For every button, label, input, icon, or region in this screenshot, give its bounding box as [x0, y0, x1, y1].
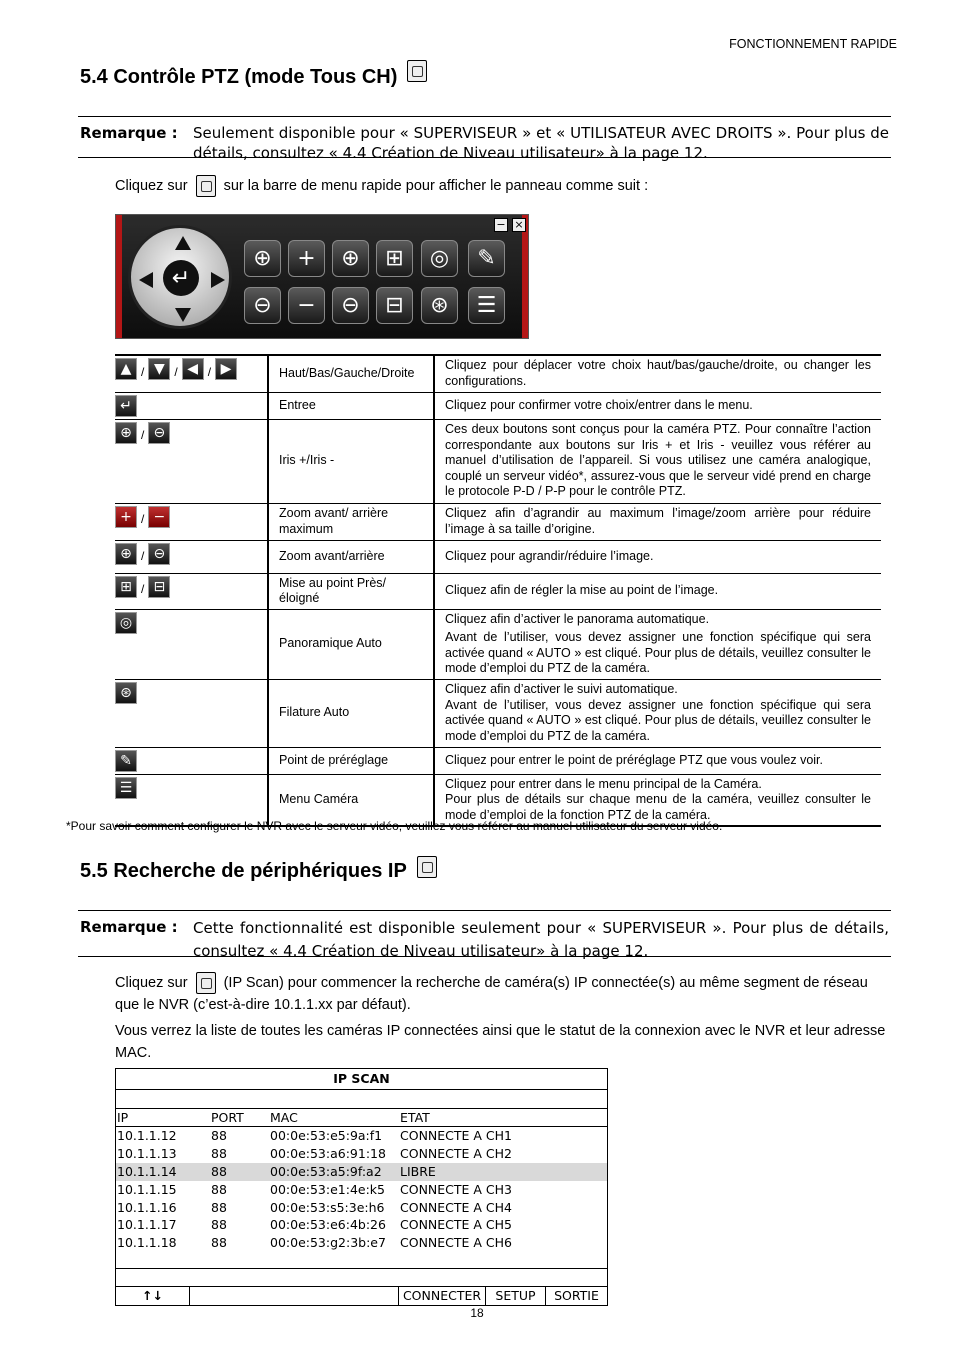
- note-label: Remarque :: [80, 918, 178, 936]
- description-text: Cliquez pour confirmer votre choix/entrer dans le menu.: [445, 397, 753, 412]
- focus-far-button[interactable]: ⊟: [376, 287, 413, 324]
- panel-accent: [116, 215, 122, 338]
- function-icons: [115, 747, 268, 774]
- function-row: [115, 392, 881, 419]
- note-text: Cette fonctionnalité est disponible seulement pour « SUPERVISEUR ». Pour plus de détails, consultez « 4.4 Création de Niveau utilisateur» à la page 12.: [193, 919, 889, 960]
- note-text: Seulement disponible pour « SUPERVISEUR » et « UTILISATEUR AVEC DROITS ». Pour plus de détails, consultez « 4.4 Création de Niveau utilisateur» à la page 12.: [193, 124, 889, 162]
- para-55-2: Vous verrez la liste de toutes les caméras IP connectées ainsi que le statut de la connexion avec le NVR et leur adresse MAC.: [115, 1023, 886, 1061]
- auto-pan-button[interactable]: ◎: [421, 240, 458, 277]
- function-row: [115, 747, 881, 774]
- ip-scan-cell: 10.1.1.14: [117, 1163, 177, 1179]
- ip-scan-cell: CONNECTE A CH2: [400, 1145, 513, 1161]
- refresh-button[interactable]: ↑↓: [116, 1287, 190, 1305]
- ip-scan-row[interactable]: [116, 1216, 607, 1234]
- function-icons: + / −: [115, 503, 268, 540]
- intro-after: sur la barre de menu rapide pour afficher le panneau comme suit :: [223, 178, 649, 194]
- ip-scan-cell: 00:0e:53:g2:3b:e7: [270, 1235, 386, 1251]
- function-description: [434, 747, 881, 774]
- connect-button[interactable]: CONNECTER: [399, 1287, 486, 1305]
- function-description: [434, 503, 881, 540]
- iris-minus-button[interactable]: ⊖: [244, 287, 281, 324]
- function-name: Mise au point Près/éloigné: [268, 573, 434, 609]
- note-55: [78, 910, 891, 960]
- function-row: [115, 355, 881, 392]
- ip-scan-cell: 88: [211, 1181, 227, 1197]
- ip-scan-footer: [116, 1286, 607, 1305]
- enter-icon: ↵: [115, 395, 137, 417]
- function-row: [115, 540, 881, 573]
- ip-scan-cell: 10.1.1.17: [117, 1217, 177, 1233]
- focus-far-icon: ⊟: [148, 576, 170, 598]
- zoom-in-icon: ⊕: [115, 543, 137, 565]
- function-row: [115, 419, 881, 503]
- function-description: [434, 540, 881, 573]
- close-icon[interactable]: ×: [512, 218, 526, 232]
- function-description: [434, 609, 881, 679]
- ip-scan-window: [115, 1068, 608, 1306]
- ip-scan-cell: 00:0e:53:a5:9f:a2: [270, 1163, 382, 1179]
- section-55-heading: [80, 860, 437, 883]
- ip-scan-cell: 10.1.1.15: [117, 1181, 177, 1197]
- focus-near-button[interactable]: ⊞: [376, 240, 413, 277]
- preset-icon: ✎: [115, 750, 137, 772]
- function-icons: [115, 609, 268, 679]
- zoom-in-button[interactable]: ⊕: [332, 240, 369, 277]
- setup-button[interactable]: SETUP: [486, 1287, 546, 1305]
- ip-scan-row[interactable]: [116, 1127, 607, 1145]
- p1-before: Cliquez sur: [115, 975, 188, 991]
- ip-scan-cell: 00:0e:53:e6:4b:26: [270, 1217, 386, 1233]
- ip-scan-cell: CONNECTE A CH3: [400, 1181, 513, 1197]
- ptz-function-table: [115, 354, 881, 827]
- enter-icon[interactable]: ↵: [163, 260, 199, 296]
- running-header: FONCTIONNEMENT RAPIDE: [729, 37, 897, 51]
- function-description: [434, 355, 881, 392]
- iris-plus-button[interactable]: ⊕: [244, 240, 281, 277]
- section-54-heading: [80, 66, 427, 89]
- description-text: Cliquez afin de régler la mise au point de l’image.: [445, 583, 719, 598]
- auto-track-button[interactable]: ⊛: [421, 287, 458, 324]
- ip-scan-cell: 00:0e:53:e1:4e:k5: [270, 1181, 385, 1197]
- ip-scan-row[interactable]: [116, 1163, 607, 1181]
- down-arrow-icon[interactable]: [175, 308, 191, 322]
- description-text: Cliquez pour entrer le point de préréglage PTZ que vous voulez voir.: [445, 752, 823, 767]
- note-label: Remarque :: [80, 124, 178, 142]
- ip-scan-cell: CONNECTE A CH5: [400, 1217, 513, 1233]
- ip-scan-cell: 00:0e:53:s5:3e:h6: [270, 1199, 385, 1215]
- function-name: Entree: [268, 392, 434, 419]
- direction-pad: [128, 225, 232, 329]
- ip-scan-header: [116, 1108, 607, 1127]
- column-header: ETAT: [400, 1110, 430, 1125]
- function-description: [434, 419, 881, 503]
- function-name: Zoom avant/ arrière maximum: [268, 503, 434, 540]
- ip-scan-cell: CONNECTE A CH1: [400, 1128, 513, 1143]
- function-name: Menu Caméra: [268, 774, 434, 826]
- up-arrow-icon: ▲: [115, 358, 137, 380]
- zoom-out-button[interactable]: ⊖: [332, 287, 369, 324]
- function-name: Haut/Bas/Gauche/Droite: [268, 355, 434, 392]
- ip-scan-cell: 10.1.1.16: [117, 1199, 177, 1215]
- minimize-icon[interactable]: −: [494, 218, 508, 232]
- intro-54: [115, 175, 648, 197]
- description-text: Cliquez pour entrer dans le menu principal de la Caméra.: [445, 776, 762, 791]
- description-text: Cliquez afin d’agrandir au maximum l’image/zoom arrière pour réduire l’image à sa taille d’origine.: [445, 506, 871, 536]
- ip-scan-cell: 88: [211, 1235, 227, 1251]
- para-55-1: [115, 972, 891, 1016]
- footnote: *Pour savoir comment configurer le NVR avec le serveur vidéo, veuillez vous référer au manuel utilisateur du serveur vidéo.: [66, 819, 723, 833]
- function-row: [115, 679, 881, 747]
- preset-button[interactable]: ✎: [468, 240, 505, 277]
- function-name: Iris +/Iris -: [268, 419, 434, 503]
- footer-spacer: [190, 1287, 399, 1305]
- ip-scan-row[interactable]: [116, 1145, 607, 1163]
- ptz-control-panel: [115, 214, 529, 339]
- ip-scan-cell: 10.1.1.18: [117, 1235, 177, 1251]
- ip-scan-cell: 00:0e:53:e5:9a:f1: [270, 1128, 383, 1143]
- left-arrow-icon[interactable]: [139, 272, 153, 288]
- camera-menu-icon: ☰: [115, 777, 137, 799]
- ip-scan-row[interactable]: [116, 1181, 607, 1199]
- panel-accent: [522, 215, 528, 338]
- ip-scan-cell: 00:0e:53:a6:91:18: [270, 1145, 386, 1161]
- description-text: Pour plus de détails sur chaque menu de la caméra, veuillez consulter le mode d’emploi de la fonction PTZ de la caméra.: [445, 792, 871, 822]
- function-description: [434, 392, 881, 419]
- ip-scan-cell: 88: [211, 1145, 227, 1161]
- focus-near-icon: ⊞: [115, 576, 137, 598]
- zoom-reset-icon: −: [148, 506, 170, 528]
- ip-scan-cell: 88: [211, 1199, 227, 1215]
- left-arrow-icon: ◀: [182, 358, 204, 380]
- ptz-icon: [407, 60, 427, 82]
- page-number: 18: [470, 1306, 484, 1320]
- ptz-icon: [196, 175, 216, 197]
- ip-scan-row[interactable]: [116, 1234, 607, 1252]
- function-description: [434, 573, 881, 609]
- ip-scan-cell: 88: [211, 1128, 227, 1143]
- auto-pan-icon: ◎: [115, 612, 137, 634]
- function-icons: [115, 679, 268, 747]
- ip-scan-row[interactable]: [116, 1199, 607, 1217]
- description-text: Cliquez pour déplacer votre choix haut/bas/gauche/droite, ou changer les configurations.: [445, 358, 871, 388]
- function-row: [115, 503, 881, 540]
- right-arrow-icon: ▶: [215, 358, 237, 380]
- ip-scan-cell: CONNECTE A CH6: [400, 1235, 513, 1251]
- note-54: [78, 116, 891, 162]
- function-icons: ⊕ / ⊖: [115, 419, 268, 503]
- ip-scan-title: IP SCAN: [116, 1069, 607, 1090]
- intro-before: Cliquez sur: [115, 178, 188, 194]
- exit-button[interactable]: SORTIE: [554, 1288, 599, 1303]
- description-text: Cliquez pour agrandir/réduire l’image.: [445, 548, 654, 563]
- column-header: PORT: [211, 1110, 244, 1125]
- up-arrow-icon[interactable]: [175, 236, 191, 250]
- column-header: IP: [117, 1110, 129, 1125]
- ip-scan-list: [116, 1127, 607, 1252]
- p1-after: (IP Scan) pour commencer la recherche de caméra(s) IP connectée(s) au même segment de réseau que le NVR (c’est-à-dire 10.1.1.xx par défaut).: [115, 975, 868, 1014]
- description-text: Ces deux boutons sont conçus pour la caméra PTZ. Pour connaître l’action correspondante aux boutons sur Iris + et Iris - veuillez vous référer au manuel d’utilisation de l’appareil. Si vous utilisez une caméra analogique, couplé un serveur vidéo*, assurez-vous que le serveur vidé prend en charge le protocole P-D / P-P pour le contrôle PTZ.: [445, 422, 871, 499]
- ip-scan-icon: [196, 972, 216, 994]
- ip-scan-icon: [417, 856, 437, 878]
- ip-scan-cell: 88: [211, 1217, 227, 1233]
- description-text: Cliquez afin d’activer le suivi automatique.: [445, 682, 678, 696]
- function-name: Panoramique Auto: [268, 609, 434, 679]
- function-name: Zoom avant/arrière: [268, 540, 434, 573]
- function-icons: ⊞ / ⊟: [115, 573, 268, 609]
- ip-scan-cell: 88: [211, 1163, 227, 1179]
- iris-minus-icon: ⊖: [148, 422, 170, 444]
- section-54-title: 5.4 Contrôle PTZ (mode Tous CH): [80, 66, 398, 88]
- function-name: Filature Auto: [268, 679, 434, 747]
- zoom-max-button[interactable]: +: [288, 240, 325, 277]
- function-row: [115, 609, 881, 679]
- right-arrow-icon[interactable]: [211, 272, 225, 288]
- ip-scan-cell: 10.1.1.13: [117, 1145, 177, 1161]
- function-icons: [115, 392, 268, 419]
- function-icons: ▲ / ▼ / ◀ / ▶: [115, 355, 268, 392]
- description-text: Cliquez afin d’activer le panorama automatique.: [445, 611, 710, 626]
- zoom-max-icon: +: [115, 506, 137, 528]
- function-row: [115, 573, 881, 609]
- description-text: Avant de l’utiliser, vous devez assigner une fonction spécifique qui sera activée quand « AUTO » est cliqué. Pour plus de détails, veuillez consulter le mode d’emploi du PTZ de la caméra.: [445, 697, 871, 743]
- zoom-out-icon: ⊖: [148, 543, 170, 565]
- down-arrow-icon: ▼: [148, 358, 170, 380]
- section-55-title: 5.5 Recherche de périphériques IP: [80, 860, 407, 882]
- auto-track-icon: ⊛: [115, 682, 137, 704]
- ip-scan-cell: LIBRE: [400, 1163, 436, 1179]
- camera-menu-button[interactable]: ☰: [468, 287, 505, 324]
- description-text: Avant de l’utiliser, vous devez assigner une fonction spécifique qui sera activée quand « AUTO » est cliqué. Pour plus de détails, veuillez consulter le mode d’emploi du PTZ de la caméra.: [445, 630, 871, 675]
- function-name: Point de préréglage: [268, 747, 434, 774]
- ip-scan-cell: CONNECTE A CH4: [400, 1199, 513, 1215]
- function-description: [434, 679, 881, 747]
- iris-plus-icon: ⊕: [115, 422, 137, 444]
- zoom-reset-button[interactable]: −: [288, 287, 325, 324]
- ip-scan-cell: 10.1.1.12: [117, 1128, 177, 1143]
- column-header: MAC: [270, 1110, 298, 1125]
- function-icons: ⊕ / ⊖: [115, 540, 268, 573]
